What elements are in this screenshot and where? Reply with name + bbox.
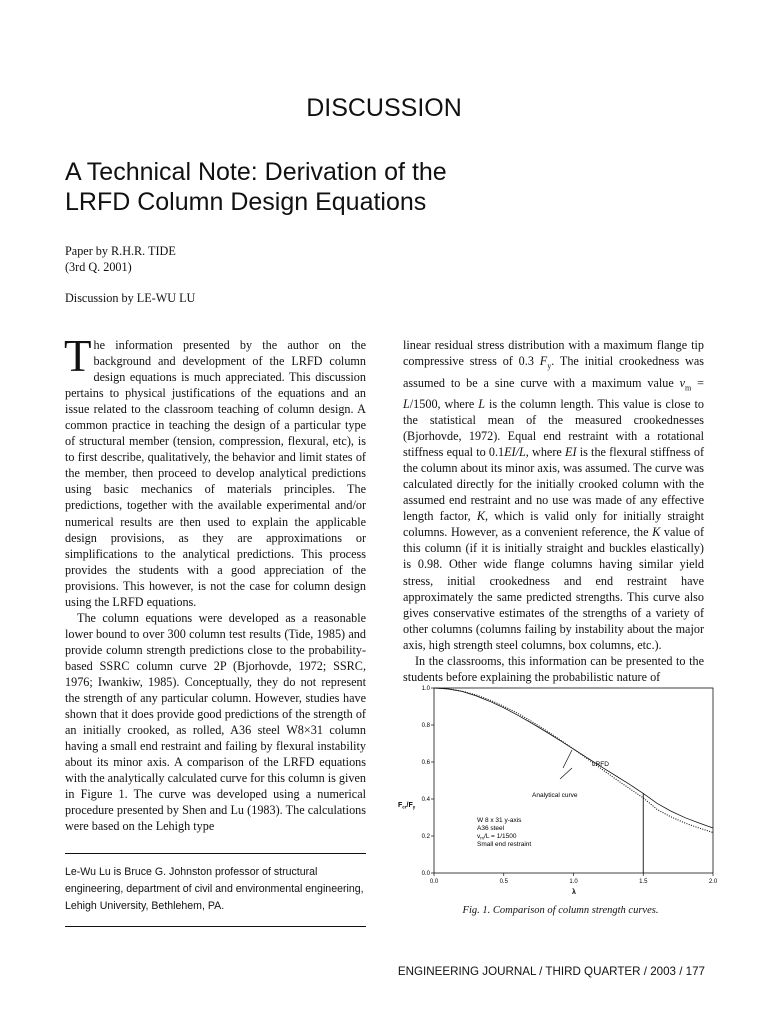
article-title-line-2: LRFD Column Design Equations [65, 188, 427, 216]
article-title [65, 157, 705, 217]
figure-caption: Fig. 1. Comparison of column strength curves. [462, 905, 659, 916]
analytical-series-line [434, 688, 713, 828]
x-tick-label: 1.0 [569, 879, 578, 885]
paragraph-1-text: he information presented by the author on the background and development of the LRFD column design equations is much appreciated. This discussion pertains to physical justifications of the equations and an issue related to the classroom teaching of column design. A common practice in teaching the design of a particular type of structural member (tension, compression, flexural, etc), is to first describe, qualitatively, the behavior and limit states of the member, then proceed to develop analytical predictions using basic mechanics of materials principles. The predictions, together with the available experimental and/or numerical results are then used to explain the applicable design provisions, as they are approximations or simplifications to the analytical predictions. This process provides the students with a good appreciation of the provisions. This however, is not the case for column design using the LRFD equations. [65, 338, 366, 609]
paragraph-1 [64, 331, 366, 610]
paper-date: (3rd Q. 2001) [65, 260, 132, 274]
y-tick-label: 0.2 [421, 834, 430, 840]
plot-area-border [434, 688, 713, 873]
x-tick-label: 2.0 [708, 879, 718, 885]
y-tick-label: 1.0 [421, 686, 430, 692]
body-column-left [64, 331, 366, 834]
legend-line-3: $v_m/L = 1/1500$ [477, 833, 517, 841]
figure-1-chart [395, 672, 725, 902]
journal-footer: ENGINEERING JOURNAL / THIRD QUARTER / 2003 / 177 [397, 965, 705, 978]
y-tick-label: 0.4 [421, 797, 430, 803]
drop-cap: T [64, 331, 92, 381]
article-title-line-1: A Technical Note: Derivation of the [65, 158, 447, 186]
lrfd-label: LRFD [592, 761, 609, 768]
x-tick-label: 1.5 [639, 879, 648, 885]
author-footnote: Le-Wu Lu is Bruce G. Johnston professor of structural engineering, department of civil and environmental engineering, Lehigh University, Bethlehem, PA. [65, 866, 364, 912]
axis-ticks [422, 686, 718, 885]
y-axis-label: $F_{cr}/F_y$ [398, 802, 416, 810]
discussion-byline: Discussion by LE-WU LU [65, 291, 196, 305]
section-heading: DISCUSSION [306, 94, 462, 122]
analytical-leader-line [560, 768, 572, 779]
legend-line-2: A36 steel [477, 825, 505, 832]
plot-frame [434, 688, 713, 873]
legend-line-4: Small end restraint [477, 841, 532, 848]
y-tick-label: 0.0 [421, 871, 430, 877]
paragraph-2: The column equations were developed as a reasonable lower bound to over 300 column test results (Tide, 1985) and provide column strength predictions close to the probability-based SSRC column curve 2P (Bjorhovde, 1972; SSRC, 1976; Iwankiw, 1985). Conceptually, they do not represent the strength of any particular column. However, studies have shown that it does provide good predictions of the strength of an initially crooked, as rolled, A36 steel W8×31 column having a small end restraint and failing by flexural instability about its minor axis. A comparison of the LRFD equations with the analytically calculated curve for this column is given in Figure 1. The curve was developed using a numerical procedure presented by Shen and Lu (1983). The calculations were based on the Lehigh type [65, 610, 366, 834]
lrfd-leader-line [563, 750, 572, 768]
y-tick-label: 0.8 [421, 723, 430, 729]
legend-line-1: W 8 x 31 y-axis [477, 817, 522, 824]
paragraph-4: In the classrooms, this information can be presented to the students before explaining the probabilistic nature of [403, 653, 704, 684]
series-layer [434, 688, 713, 873]
paragraph-3: linear residual stress distribution with a maximum flange tip compressive stress of 0.3 $F_y$. The initial crookedness was assumed to be a sine curve with a maximum value $v_m = L/1500$, where L is the column length. This value is close to the statistical mean of the measured crookednesses (Bjorhovde, 1972). Equal end restraint with a rotational stiffness equal to 0.1EI/L, where EI is the flexural stiffness of the column about its minor axis, was assumed. The curve was calculated directly for the initially crooked column with the assumed end restraint and no use was made of any effective length factor, K, which is valid only for initially straight columns. However, as a convenient reference, the K value of this column (if it is initially straight and buckles elastically) is 0.98. Other wide flange columns having similar yield stress, initial crookedness and end restraint have approximately the same predicted strengths. This curve also gives conservative estimates of the strengths of a variety of other columns (columns failing by instability about the major axis, high strength steel columns, box columns, etc.). [403, 338, 705, 652]
footnote-rule-bottom [65, 926, 366, 927]
x-axis-label: λ [572, 889, 576, 896]
body-column-right [403, 337, 704, 685]
footnote-rule-top [65, 853, 366, 854]
analytical-curve-label: Analytical curve [532, 792, 578, 799]
paper-byline: Paper by R.H.R. TIDE [65, 244, 176, 258]
x-tick-label: 0.5 [499, 879, 508, 885]
x-tick-label: 0.0 [429, 879, 439, 885]
y-tick-label: 0.6 [421, 760, 430, 766]
